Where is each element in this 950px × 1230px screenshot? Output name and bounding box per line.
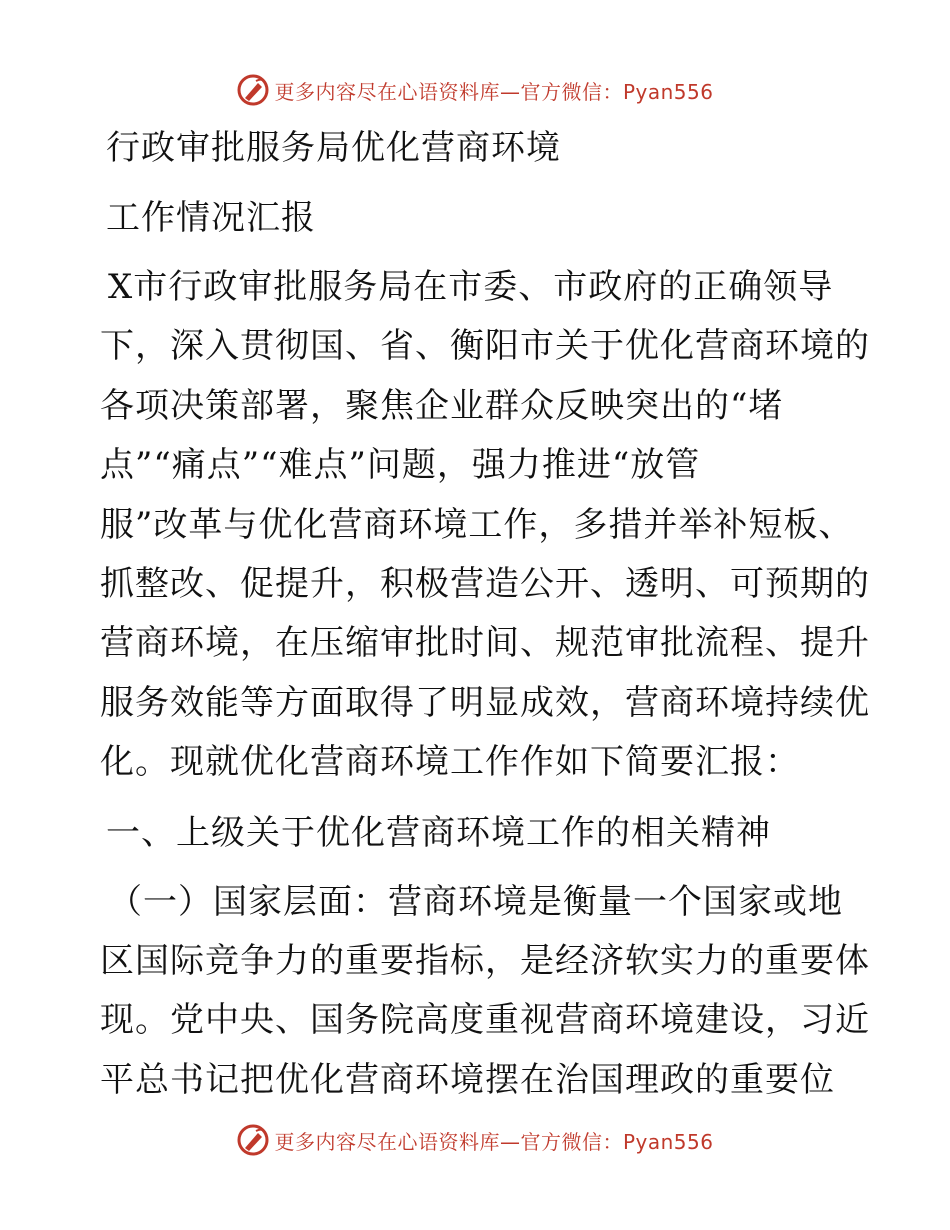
pen-circle-logo-icon [236, 73, 270, 107]
paragraph-line: 平总书记把优化营商环境摆在治国理政的重要位 [100, 1059, 835, 1100]
paragraph-line: 营商环境，在压缩审批时间、规范审批流程、提升 [100, 623, 870, 664]
paragraph-line: 下，深入贯彻国、省、衡阳市关于优化营商环境的 [100, 326, 870, 367]
paragraph-line: 抓整改、促提升，积极营造公开、透明、可预期的 [100, 564, 870, 605]
intro-paragraph [100, 258, 870, 793]
paragraph-line: 现。党中央、国务院高度重视营商环境建设，习近 [100, 1000, 870, 1041]
paragraph-line: （一）国家层面：营商环境是衡量一个国家或地 [108, 881, 843, 922]
paragraph-line: 化。现就优化营商环境工作作如下简要汇报： [100, 742, 800, 783]
paragraph-line: 服务效能等方面取得了明显成效，营商环境持续优 [100, 682, 870, 723]
paragraph-line: 服”改革与优化营商环境工作，多措并举补短板、 [100, 504, 854, 545]
document-title-line1: 行政审批服务局优化营商环境 [106, 128, 561, 168]
paragraph-line: 区国际竞争力的重要指标，是经济软实力的重要体 [100, 941, 870, 982]
watermark-banner-top [0, 70, 950, 110]
paragraph-line: 各项决策部署，聚焦企业群众反映突出的“堵 [100, 385, 784, 426]
pen-circle-logo-icon [236, 1123, 270, 1157]
paragraph-line: 点”“痛点”“难点”问题，强力推进“放管 [100, 445, 701, 486]
paragraph-line: X市行政审批服务局在市委、市政府的正确领导 [108, 267, 834, 307]
watermark-text: 更多内容尽在心语资料库—官方微信：Pyan556 [274, 79, 714, 104]
watermark-text: 更多内容尽在心语资料库—官方微信：Pyan556 [274, 1129, 714, 1154]
section-heading: 一、上级关于优化营商环境工作的相关精神 [106, 812, 771, 853]
section1-paragraph [100, 873, 870, 1111]
watermark-banner-bottom [0, 1120, 950, 1160]
document-title-line2: 工作情况汇报 [106, 198, 316, 238]
document-body [100, 118, 870, 1120]
